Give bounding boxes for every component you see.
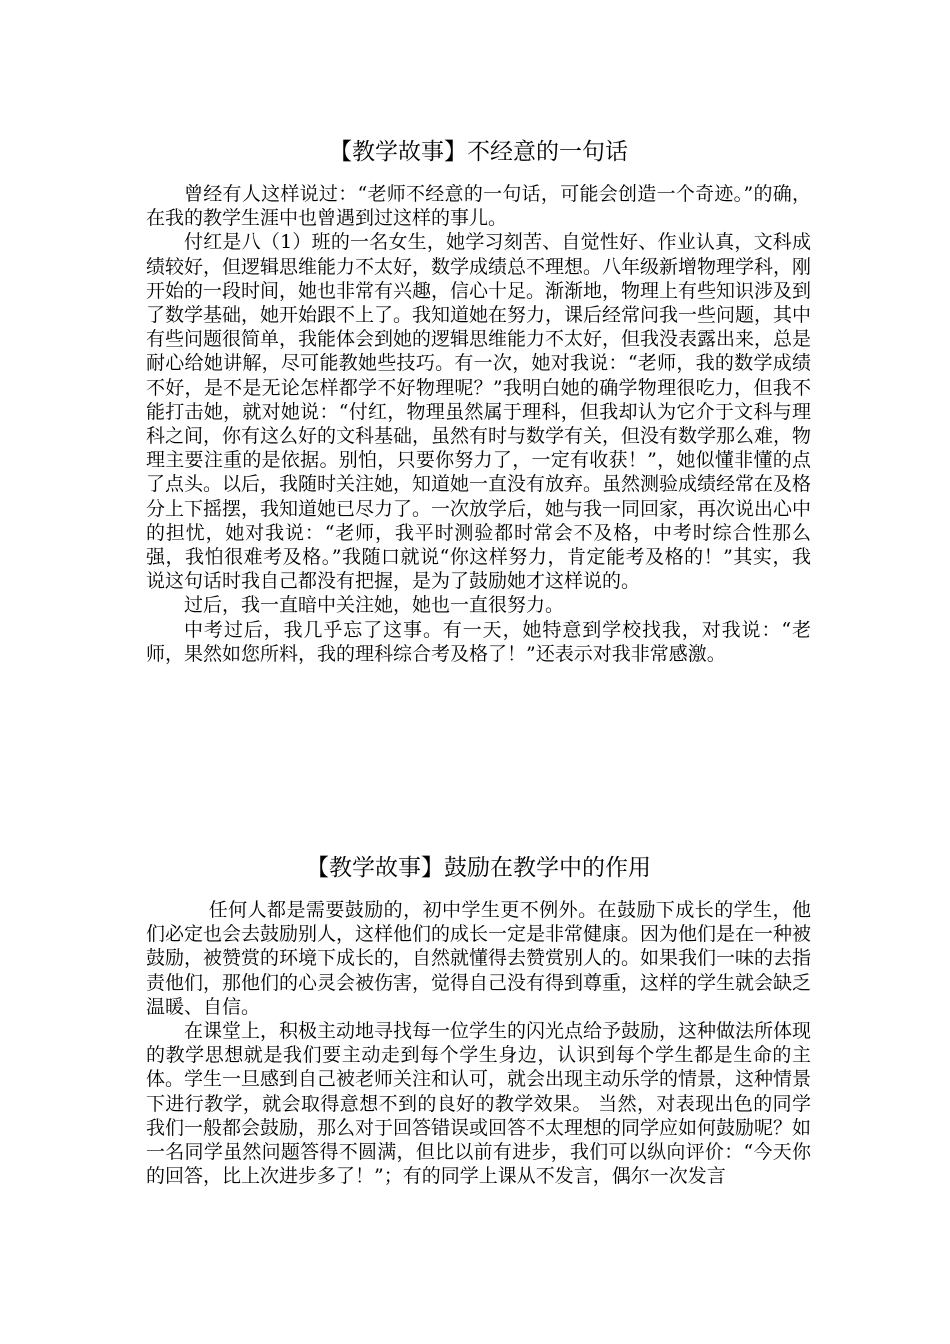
story-section-2 — [146, 852, 811, 1188]
paragraph: 任何人都是需要鼓励的，初中学生更不例外。在鼓励下成长的学生，他们必定也会去鼓励别人，这样他们的成长一定是非常健康。因为他们是在一种被鼓励，被赞赏的环境下成长的，自然就懂得去赞赏别人的。如果我们一味的去指责他们，那他们的心灵会被伤害，觉得自己没有得到尊重，这样的学生就会缺乏温暖、自信。 — [146, 899, 812, 1018]
story-title: 【教学故事】鼓励在教学中的作用 — [306, 855, 651, 881]
paragraph: 付红是八（1）班的一名女生，她学习刻苦、自觉性好、作业认真，文科成绩较好，但逻辑思维能力不太好，数学成绩总不理想。八年级新增物理学科，刚开始的一段时间，她也非常有兴趣，信心十足。渐渐地，物理上有些知识涉及到了数学基础，她开始跟不上了。我知道她在努力，课后经常问我一些问题，其中有些问题很简单，我能体会到她的逻辑思维能力不太好，但我没表露出来，总是耐心给她讲解，尽可能教她些技巧。有一次，她对我说：“老师，我的数学成绩不好，是不是无论怎样都学不好物理呢？”我明白她的确学物理很吃力，但我不能打击她，就对她说：“付红，物理虽然属于理科，但我却认为它介于文科与理科之间，你有这么好的文科基础，虽然有时与数学有关，但没有数学那么难，物理主要注重的是依据。别怕，只要你努力了，一定有收获！”，她似懂非懂的点了点头。以后，我随时关注她，知道她一直没有放弃。虽然测验成绩经常在及格分上下摇摆，我知道她已尽力了。一次放学后，她与我一同回家，再次说出心中的担忧，她对我说：“老师，我平时测验都时常会不及格，中考时综合性那么强，我怕很难考及格。”我随口就说“你这样努力，肯定能考及格的！”其实，我说这句话时我自己都没有把握，是为了鼓励她才这样说的。 — [146, 231, 812, 593]
paragraph: 在课堂上，积极主动地寻找每一位学生的闪光点给予鼓励，这种做法所体现的教学思想就是我们要主动走到每个学生身边，认识到每个学生都是生命的主体。学生一旦感到自己被老师关注和认可，就会出现主动乐学的情景，这种情景下进行教学，就会取得意想不到的良好的教学效果。 当然，对表现出色的同学我们一般都会鼓励，那么对于回答错误或回答不太理想的同学应如何鼓励呢？如一名同学虽然问题答得不圆满，但比以前有进步，我们可以纵向评价：“今天你的回答，比上次进步多了！”；有的同学上课从不发言，偶尔一次发言 — [146, 1020, 812, 1188]
paragraph: 中考过后，我几乎忘了这事。有一天，她特意到学校找我，对我说：“老师，果然如您所料，我的理科综合考及格了！”还表示对我非常感激。 — [146, 618, 811, 665]
paragraph: 过后，我一直暗中关注她，她也一直很努力。 — [184, 594, 565, 617]
story-section-1 — [146, 136, 811, 666]
story-title: 【教学故事】不经意的一句话 — [329, 139, 628, 165]
paragraph: 曾经有人这样说过：“老师不经意的一句话，可能会创造一个奇迹。”的确，在我的教学生涯中也曾遇到过这样的事儿。 — [146, 183, 811, 230]
